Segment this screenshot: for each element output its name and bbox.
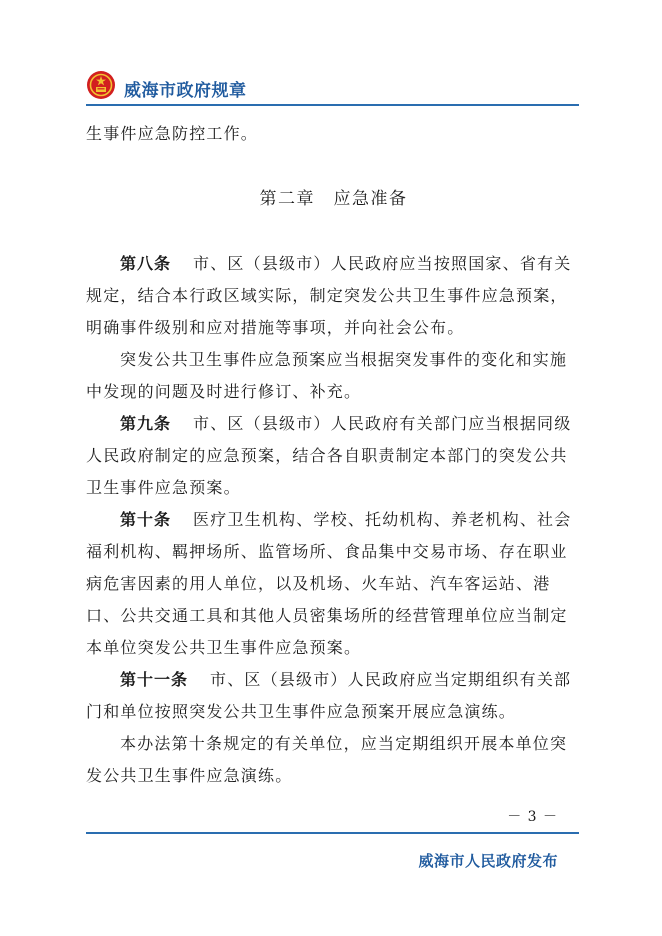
article-label: 第十一条 <box>120 670 189 689</box>
article-8-para-2 <box>86 344 581 408</box>
article-label: 第九条 <box>120 414 172 433</box>
article-text: 突发公共卫生事件应急预案应当根据突发事件的变化和实施中发现的问题及时进行修订、补充。 <box>86 350 568 401</box>
article-text: 市、区（县级市）人民政府应当定期组织有关部门和单位按照突发公共卫生事件应急预案开展应急演练。 <box>86 670 572 721</box>
header-divider <box>86 104 579 106</box>
article-text: 医疗卫生机构、学校、托幼机构、养老机构、社会福利机构、羁押场所、监管场所、食品集中交易市场、存在职业病危害因素的用人单位，以及机场、火车站、汽车客运站、港口、公共交通工具和其他人员密集场所的经营管理单位应当制定本单位突发公共卫生事件应急预案。 <box>86 510 572 657</box>
article-9 <box>86 408 581 504</box>
article-label: 第八条 <box>120 254 172 273</box>
article-label: 第十条 <box>120 510 172 529</box>
article-text: 本办法第十条规定的有关单位，应当定期组织开展本单位突发公共卫生事件应急演练。 <box>86 734 568 785</box>
document-header <box>86 68 581 108</box>
article-10 <box>86 504 581 664</box>
article-11-para-2 <box>86 728 581 792</box>
article-11 <box>86 664 581 728</box>
continuation-text: 生事件应急防控工作。 <box>86 124 259 143</box>
chapter-heading: 第二章 应急准备 <box>259 189 408 209</box>
footer-publisher: 威海市人民政府发布 <box>418 852 558 870</box>
article-text: 市、区（县级市）人民政府有关部门应当根据同级人民政府制定的应急预案，结合各自职责制定本部门的突发公共卫生事件应急预案。 <box>86 414 572 497</box>
article-8 <box>86 248 581 344</box>
article-text: 市、区（县级市）人民政府应当按照国家、省有关规定，结合本行政区域实际，制定突发公共卫生事件应急预案，明确事件级别和应对措施等事项，并向社会公布。 <box>86 254 572 337</box>
header-title: 威海市政府规章 <box>124 81 247 101</box>
page-number: － 3 － <box>507 809 558 825</box>
footer-divider <box>86 832 579 834</box>
national-emblem-icon <box>86 70 116 100</box>
